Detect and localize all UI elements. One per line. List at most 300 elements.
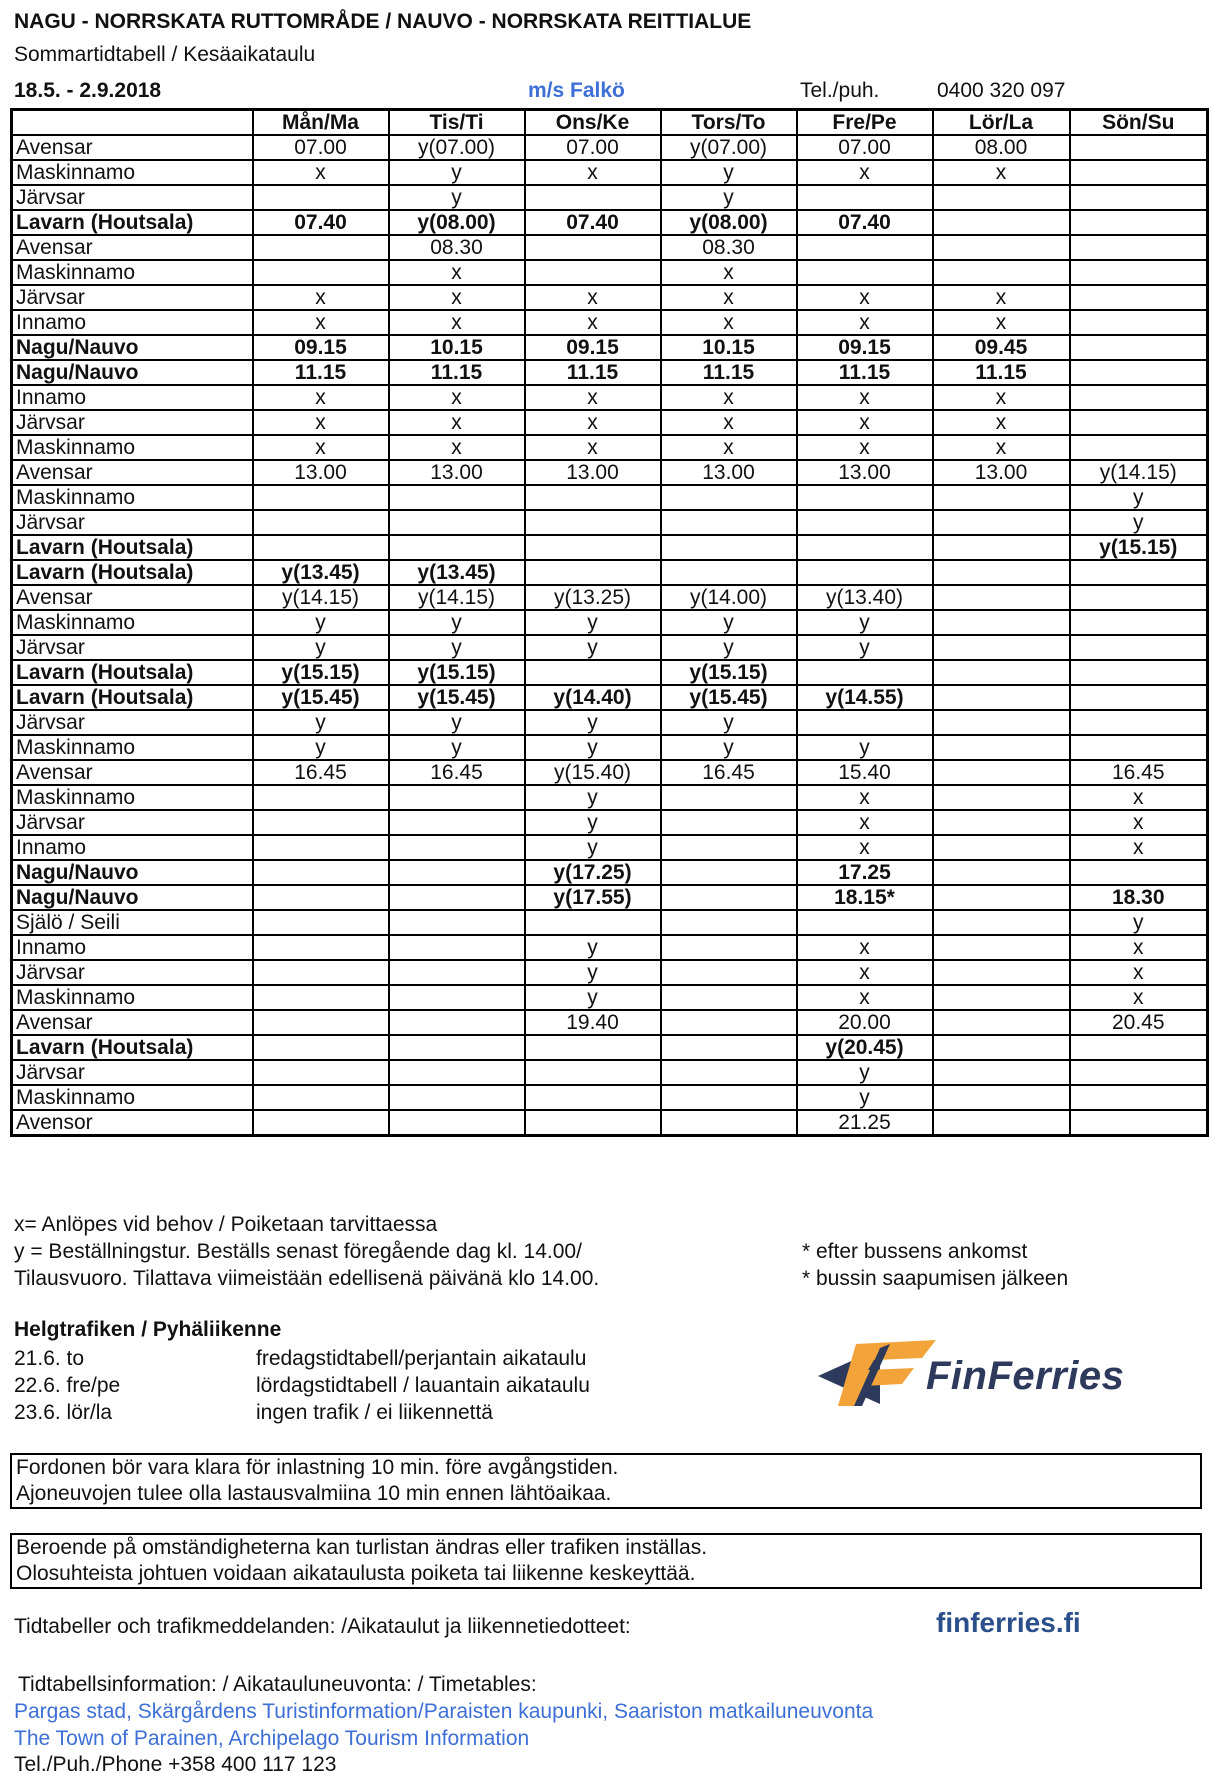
time-cell [525, 560, 661, 585]
time-cell [933, 785, 1070, 810]
time-cell [525, 485, 661, 510]
time-cell: y [797, 610, 933, 635]
stop-name: Maskinnamo [12, 985, 253, 1010]
time-cell [389, 510, 525, 535]
time-cell [1070, 560, 1208, 585]
day-header: Fre/Pe [797, 110, 933, 136]
table-row [12, 360, 1208, 385]
time-cell [933, 1035, 1070, 1060]
time-cell [661, 485, 797, 510]
time-cell [661, 560, 797, 585]
table-row [12, 910, 1208, 935]
ship-name: m/s Falkö [528, 79, 625, 102]
time-cell: x [797, 835, 933, 860]
stop-name: Järvsar [12, 635, 253, 660]
time-cell: 11.15 [797, 360, 933, 385]
time-cell: x [797, 935, 933, 960]
finferries-logo-mark-icon [818, 1334, 938, 1412]
stop-name: Järvsar [12, 510, 253, 535]
time-cell [797, 235, 933, 260]
time-cell [253, 860, 389, 885]
table-row [12, 460, 1208, 485]
time-cell [253, 1035, 389, 1060]
finferries-logo-text: FinFerries [926, 1354, 1125, 1398]
time-cell: y [661, 185, 797, 210]
time-cell [253, 235, 389, 260]
time-cell: x [661, 260, 797, 285]
stop-name: Innamo [12, 935, 253, 960]
stop-name: Maskinnamo [12, 160, 253, 185]
time-cell [797, 510, 933, 535]
phone-label: Tel./puh. [800, 79, 880, 102]
time-cell: x [1070, 785, 1208, 810]
time-cell: x [797, 385, 933, 410]
time-cell [525, 1085, 661, 1110]
time-cell: y [797, 735, 933, 760]
table-row [12, 335, 1208, 360]
time-cell: 13.00 [661, 460, 797, 485]
time-cell: y [525, 735, 661, 760]
time-cell: x [933, 285, 1070, 310]
time-cell [797, 660, 933, 685]
time-cell [1070, 1060, 1208, 1085]
time-cell: x [389, 310, 525, 335]
time-cell [797, 260, 933, 285]
time-cell [933, 235, 1070, 260]
time-cell [389, 485, 525, 510]
table-row [12, 1060, 1208, 1085]
time-cell: x [253, 310, 389, 335]
time-cell: y(15.15) [389, 660, 525, 685]
stop-name: Innamo [12, 385, 253, 410]
time-cell: y [1070, 510, 1208, 535]
time-cell: y [525, 785, 661, 810]
time-cell: y [389, 610, 525, 635]
time-cell: 08.00 [933, 135, 1070, 160]
time-cell [1070, 1035, 1208, 1060]
time-cell [933, 610, 1070, 635]
stop-name: Nagu/Nauvo [12, 885, 253, 910]
time-cell [661, 810, 797, 835]
time-cell [661, 1035, 797, 1060]
time-cell: y(13.45) [389, 560, 525, 585]
time-cell: y [661, 610, 797, 635]
time-cell [389, 860, 525, 885]
time-cell: y [253, 635, 389, 660]
holiday-text-1: fredagstidtabell/perjantain aikataulu [256, 1347, 587, 1370]
time-cell: x [253, 385, 389, 410]
time-cell [253, 835, 389, 860]
time-cell [661, 835, 797, 860]
time-cell [933, 1060, 1070, 1085]
time-cell: y [253, 735, 389, 760]
stop-name: Järvsar [12, 810, 253, 835]
time-cell [933, 185, 1070, 210]
time-cell: y [525, 635, 661, 660]
time-cell [933, 885, 1070, 910]
time-cell: 11.15 [525, 360, 661, 385]
time-cell [253, 885, 389, 910]
time-cell [253, 785, 389, 810]
time-cell [1070, 185, 1208, 210]
table-row [12, 1085, 1208, 1110]
time-cell: y [797, 635, 933, 660]
vehicle-notice-line1: Fordonen bör vara klara för inlastning 10 min. före avgångstiden. [16, 1456, 619, 1479]
table-row [12, 535, 1208, 560]
stop-name: Nagu/Nauvo [12, 860, 253, 885]
time-cell [797, 710, 933, 735]
time-cell: x [797, 785, 933, 810]
time-cell: y(14.15) [253, 585, 389, 610]
time-cell: y [253, 610, 389, 635]
time-cell: 16.45 [389, 760, 525, 785]
table-row [12, 610, 1208, 635]
time-cell: x [933, 310, 1070, 335]
day-header: Sön/Su [1070, 110, 1208, 136]
time-cell: y(07.00) [661, 135, 797, 160]
time-cell [1070, 360, 1208, 385]
time-cell: x [661, 385, 797, 410]
time-cell: y [389, 635, 525, 660]
change-notice-line2: Olosuhteista johtuen voidaan aikataulusta poiketa tai liikenne keskeyttää. [16, 1562, 696, 1585]
time-cell [661, 510, 797, 535]
time-cell: x [253, 435, 389, 460]
time-cell [797, 185, 933, 210]
table-row [12, 785, 1208, 810]
time-cell: 08.30 [661, 235, 797, 260]
table-row [12, 560, 1208, 585]
time-cell [1070, 685, 1208, 710]
table-row [12, 160, 1208, 185]
table-row [12, 1010, 1208, 1035]
time-cell: x [933, 410, 1070, 435]
time-cell: 11.15 [253, 360, 389, 385]
time-cell: 10.15 [389, 335, 525, 360]
table-row [12, 835, 1208, 860]
holiday-title: Helgtrafiken / Pyhäliikenne [14, 1318, 282, 1341]
time-cell [1070, 135, 1208, 160]
stop-name: Lavarn (Houtsala) [12, 660, 253, 685]
legend-y-line1: y = Beställningstur. Beställs senast föregående dag kl. 14.00/ [14, 1240, 582, 1263]
table-row [12, 810, 1208, 835]
time-cell [253, 810, 389, 835]
time-cell: y [661, 735, 797, 760]
time-cell: y(15.15) [661, 660, 797, 685]
time-cell [1070, 1085, 1208, 1110]
time-cell: x [389, 410, 525, 435]
time-cell [933, 635, 1070, 660]
time-cell: x [1070, 835, 1208, 860]
time-cell [253, 510, 389, 535]
stop-name: Innamo [12, 835, 253, 860]
time-cell [1070, 260, 1208, 285]
timetable-body [12, 135, 1208, 1136]
timetables-label: Tidtabeller och trafikmeddelanden: /Aikataulut ja liikennetiedotteet: [14, 1615, 631, 1638]
stop-name: Maskinnamo [12, 785, 253, 810]
time-cell [389, 810, 525, 835]
stop-name: Lavarn (Houtsala) [12, 1035, 253, 1060]
stop-name: Avensor [12, 1110, 253, 1136]
time-cell [933, 560, 1070, 585]
time-cell: x [797, 985, 933, 1010]
time-cell: x [1070, 985, 1208, 1010]
time-cell: x [661, 435, 797, 460]
time-cell: 18.15* [797, 885, 933, 910]
holiday-text-3: ingen trafik / ei liikennettä [256, 1401, 493, 1424]
time-cell: x [1070, 810, 1208, 835]
time-cell [525, 535, 661, 560]
table-row [12, 135, 1208, 160]
time-cell [661, 1085, 797, 1110]
time-cell: 11.15 [389, 360, 525, 385]
table-row [12, 485, 1208, 510]
table-row [12, 960, 1208, 985]
time-cell [1070, 635, 1208, 660]
time-cell: y(14.40) [525, 685, 661, 710]
time-cell: y(14.15) [389, 585, 525, 610]
time-cell: 13.00 [525, 460, 661, 485]
time-cell: 07.40 [797, 210, 933, 235]
time-cell: 13.00 [797, 460, 933, 485]
time-cell: y [389, 710, 525, 735]
time-cell [933, 535, 1070, 560]
time-cell [933, 935, 1070, 960]
time-cell: y [525, 960, 661, 985]
time-cell [1070, 160, 1208, 185]
stop-name: Maskinnamo [12, 435, 253, 460]
phone-number: 0400 320 097 [937, 79, 1066, 102]
time-cell: 13.00 [253, 460, 389, 485]
time-cell: y(13.40) [797, 585, 933, 610]
time-cell [1070, 310, 1208, 335]
time-cell: x [661, 285, 797, 310]
time-cell: x [933, 160, 1070, 185]
time-cell: y(14.00) [661, 585, 797, 610]
time-cell: 09.45 [933, 335, 1070, 360]
table-row [12, 885, 1208, 910]
time-cell: y(15.40) [525, 760, 661, 785]
time-cell: y(15.45) [389, 685, 525, 710]
page-subtitle: Sommartidtabell / Kesäaikataulu [14, 43, 316, 66]
table-row [12, 635, 1208, 660]
time-cell [661, 1060, 797, 1085]
day-header: Tis/Ti [389, 110, 525, 136]
table-row [12, 1035, 1208, 1060]
time-cell [389, 785, 525, 810]
time-cell: y(15.15) [1070, 535, 1208, 560]
time-cell: y [253, 710, 389, 735]
info-line-2: The Town of Parainen, Archipelago Tourism Information [14, 1727, 530, 1750]
time-cell: y(17.25) [525, 860, 661, 885]
time-cell [389, 935, 525, 960]
stop-name: Järvsar [12, 185, 253, 210]
time-cell: y(15.45) [253, 685, 389, 710]
time-cell [253, 485, 389, 510]
time-cell: 11.15 [933, 360, 1070, 385]
stop-name: Maskinnamo [12, 485, 253, 510]
time-cell [933, 510, 1070, 535]
time-cell: x [797, 310, 933, 335]
table-row [12, 285, 1208, 310]
time-cell: 08.30 [389, 235, 525, 260]
time-cell: y(13.25) [525, 585, 661, 610]
legend-star-line2: * bussin saapumisen jälkeen [802, 1267, 1069, 1290]
time-cell: x [389, 435, 525, 460]
info-title: Tidtabellsinformation: / Aikatauluneuvonta: / Timetables: [18, 1673, 537, 1696]
time-cell: x [253, 410, 389, 435]
stop-name: Avensar [12, 135, 253, 160]
time-cell: x [933, 385, 1070, 410]
change-notice-line1: Beroende på omständigheterna kan turlistan ändras eller trafiken inställas. [16, 1536, 708, 1559]
time-cell [253, 1085, 389, 1110]
time-cell [389, 1085, 525, 1110]
time-cell: x [797, 285, 933, 310]
time-cell [253, 910, 389, 935]
time-cell [1070, 585, 1208, 610]
time-cell: 17.25 [797, 860, 933, 885]
time-cell: 18.30 [1070, 885, 1208, 910]
stop-name: Avensar [12, 585, 253, 610]
website-link[interactable]: finferries.fi [936, 1607, 1081, 1638]
time-cell: 07.00 [253, 135, 389, 160]
holiday-date-2: 22.6. fre/pe [14, 1374, 121, 1397]
stop-name: Nagu/Nauvo [12, 335, 253, 360]
time-cell: x [1070, 960, 1208, 985]
time-cell: 20.00 [797, 1010, 933, 1035]
time-cell [933, 710, 1070, 735]
time-cell [933, 485, 1070, 510]
time-cell [1070, 860, 1208, 885]
time-cell [389, 910, 525, 935]
time-cell: x [797, 160, 933, 185]
time-cell [661, 1110, 797, 1136]
time-cell: y [797, 1060, 933, 1085]
time-cell: y(13.45) [253, 560, 389, 585]
time-cell [933, 1010, 1070, 1035]
time-cell: y(07.00) [389, 135, 525, 160]
time-cell: y(20.45) [797, 1035, 933, 1060]
time-cell [525, 510, 661, 535]
day-header: Ons/Ke [525, 110, 661, 136]
time-cell: 16.45 [253, 760, 389, 785]
time-cell [1070, 235, 1208, 260]
stop-name: Lavarn (Houtsala) [12, 210, 253, 235]
time-cell: y [525, 710, 661, 735]
table-row [12, 235, 1208, 260]
time-cell [661, 885, 797, 910]
time-cell [933, 860, 1070, 885]
time-cell [1070, 285, 1208, 310]
time-cell [933, 1110, 1070, 1136]
finferries-logo [818, 1334, 1148, 1414]
stop-name: Själö / Seili [12, 910, 253, 935]
time-cell: y(08.00) [389, 210, 525, 235]
time-cell: 10.15 [661, 335, 797, 360]
timetable-header [12, 110, 1208, 136]
time-cell: x [661, 410, 797, 435]
time-cell: x [661, 310, 797, 335]
time-cell: y [389, 735, 525, 760]
table-row [12, 660, 1208, 685]
vehicle-notice [10, 1453, 1202, 1509]
time-cell [933, 1085, 1070, 1110]
time-cell: y [525, 610, 661, 635]
time-cell: x [525, 410, 661, 435]
time-cell: x [525, 285, 661, 310]
time-cell: y [525, 985, 661, 1010]
time-cell [389, 1060, 525, 1085]
time-cell [797, 560, 933, 585]
time-cell: 11.15 [661, 360, 797, 385]
time-cell: y(08.00) [661, 210, 797, 235]
time-cell [389, 1110, 525, 1136]
table-row [12, 185, 1208, 210]
holiday-date-1: 21.6. to [14, 1347, 85, 1370]
time-cell [933, 735, 1070, 760]
time-cell: x [389, 285, 525, 310]
time-cell: x [525, 435, 661, 460]
time-cell: y [525, 935, 661, 960]
time-cell: 13.00 [389, 460, 525, 485]
time-cell [389, 835, 525, 860]
time-cell: y [389, 160, 525, 185]
stop-name: Lavarn (Houtsala) [12, 535, 253, 560]
time-cell [389, 985, 525, 1010]
time-cell [797, 535, 933, 560]
time-cell [1070, 410, 1208, 435]
page-title: NAGU - NORRSKATA RUTTOMRÅDE / NAUVO - NORRSKATA REITTIALUE [14, 10, 752, 33]
time-cell [933, 810, 1070, 835]
day-header: Lör/La [933, 110, 1070, 136]
stop-name: Nagu/Nauvo [12, 360, 253, 385]
time-cell: 07.00 [525, 135, 661, 160]
info-line-1: Pargas stad, Skärgårdens Turistinformation/Paraisten kaupunki, Saariston matkailuneuvonta [14, 1700, 874, 1723]
time-cell [1070, 335, 1208, 360]
timetable [10, 108, 1209, 1137]
table-row [12, 685, 1208, 710]
stop-name: Järvsar [12, 710, 253, 735]
time-cell [525, 260, 661, 285]
table-row [12, 510, 1208, 535]
time-cell: x [389, 260, 525, 285]
time-cell [933, 760, 1070, 785]
time-cell: y [661, 635, 797, 660]
stop-name: Järvsar [12, 960, 253, 985]
time-cell [525, 910, 661, 935]
time-cell [389, 1010, 525, 1035]
day-header: Tors/To [661, 110, 797, 136]
time-cell [933, 210, 1070, 235]
time-cell: y [797, 1085, 933, 1110]
stop-name: Lavarn (Houtsala) [12, 685, 253, 710]
table-row [12, 1110, 1208, 1136]
time-cell [525, 1035, 661, 1060]
time-cell [253, 935, 389, 960]
stop-name: Maskinnamo [12, 610, 253, 635]
time-cell [525, 235, 661, 260]
table-row [12, 410, 1208, 435]
stop-name: Avensar [12, 460, 253, 485]
time-cell: 21.25 [797, 1110, 933, 1136]
time-cell [525, 660, 661, 685]
time-cell: x [253, 160, 389, 185]
stop-name: Maskinnamo [12, 735, 253, 760]
time-cell: x [525, 160, 661, 185]
time-cell: x [797, 810, 933, 835]
holiday-text-2: lördagstidtabell / lauantain aikataulu [256, 1374, 590, 1397]
time-cell [389, 535, 525, 560]
time-cell [933, 685, 1070, 710]
